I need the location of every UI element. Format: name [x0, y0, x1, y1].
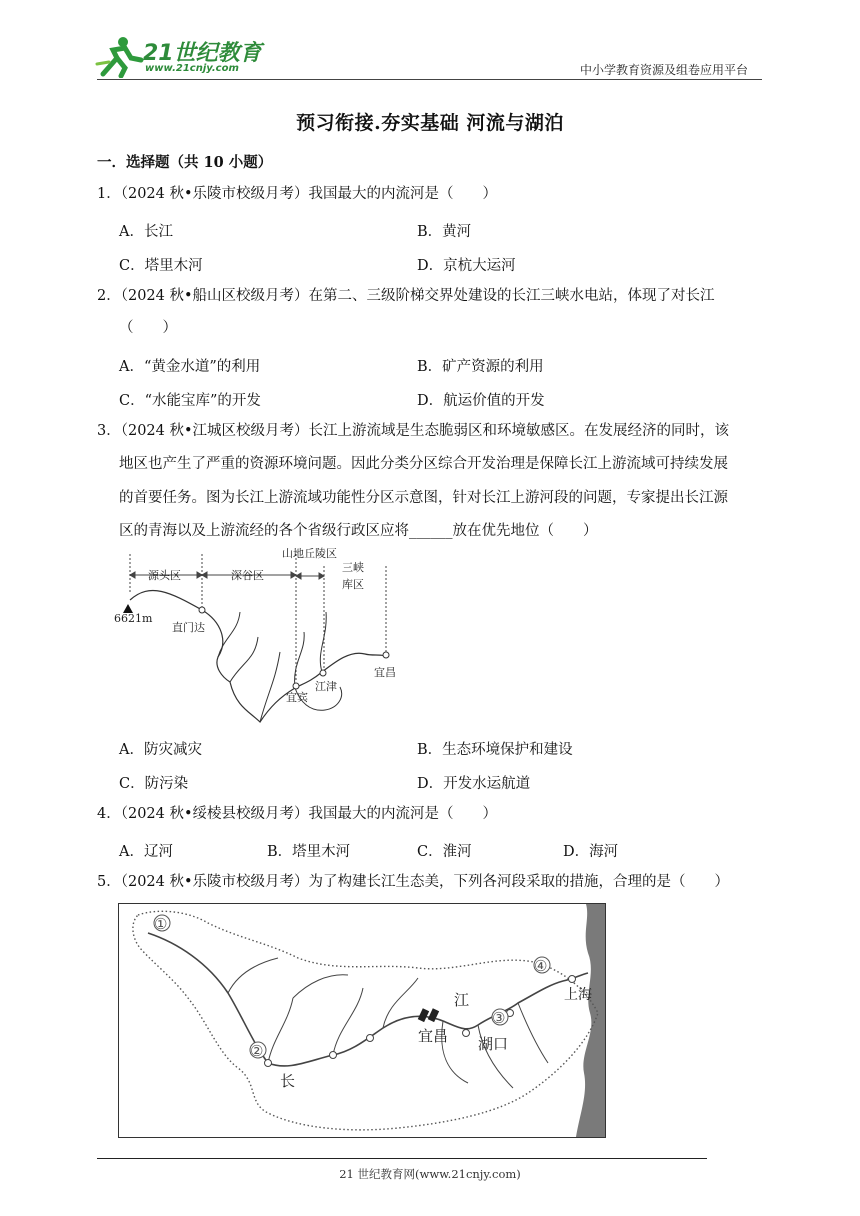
marker-2-label: ② [250, 1042, 264, 1060]
peak-elevation-label: 6621m [114, 612, 153, 625]
zone-hill-label: 山地丘陵区 [282, 547, 337, 560]
zone-gorge-reservoir-label-2: 库区 [342, 578, 364, 591]
q2-option-d: D．航运价值的开发 [417, 393, 545, 409]
q3-option-a: A．防灾减灾 [119, 742, 202, 758]
section-heading: 一．选择题（共 10 小题） [97, 154, 273, 171]
upper-yangtze-zone-diagram [110, 542, 410, 732]
question-5 [97, 865, 729, 899]
question-text: （2024 秋•绥棱县校级月考）我国最大的内流河是（ ） [120, 806, 498, 822]
question-3-line-3: 的首要任务。图为长江上游流域功能性分区示意图，针对长江上游河段的问题，专家提出长江源 [119, 490, 728, 506]
zone-gorge-label: 深谷区 [231, 569, 264, 582]
q2-option-a: A．“黄金水道”的利用 [119, 359, 261, 375]
question-2-line-2: （ ） [119, 320, 177, 336]
page-title: 预习衔接.夯实基础 河流与湖泊 [296, 112, 564, 134]
q1-option-b: B．黄河 [417, 224, 472, 240]
question-1 [97, 177, 497, 211]
q1-option-c: C．塔里木河 [119, 258, 203, 274]
city-yichang-label: 宜昌 [374, 666, 396, 679]
q4-option-b: B．塔里木河 [267, 844, 351, 860]
question-text: （2024 秋•乐陵市校级月考）我国最大的内流河是（ ） [120, 186, 498, 202]
footer-divider [97, 1158, 707, 1159]
question-text: （2024 秋•江城区校级月考）长江上游流域是生态脆弱区和环境敏感区。在发展经济的同时，该 [120, 423, 730, 439]
logo-main-text: 21世纪教育 [143, 41, 262, 66]
q1-option-d: D．京杭大运河 [417, 258, 516, 274]
question-3-line-1 [97, 414, 729, 448]
city-hukou-label: 湖口 [478, 1035, 509, 1053]
city-yichang-label: 宜昌 [418, 1027, 449, 1045]
river-main [130, 591, 386, 722]
question-text: （2024 秋•乐陵市校级月考）为了构建长江生态美，下列各河段采取的措施，合理的是（ ） [120, 874, 730, 890]
q4-option-c: C．淮河 [417, 844, 472, 860]
q4-option-a: A．辽河 [119, 844, 173, 860]
question-number: 2． [97, 288, 121, 304]
header-divider [97, 79, 762, 80]
logo-url-text: www.21cnjy.com [145, 63, 239, 74]
city-jiangjin-label: 江津 [315, 680, 337, 693]
question-3-line-4: 区的青海以及上游流经的各个省级行政区应将______放在优先地位（ ） [119, 523, 598, 539]
marker-4-label: ④ [534, 957, 548, 975]
runner-logo-icon [95, 34, 145, 78]
question-3-line-2: 地区也产生了严重的资源环境问题。因此分类分区综合开发治理是保障长江上游流域可持续发展 [119, 456, 728, 472]
zone-source-label: 源头区 [148, 569, 181, 582]
zone-gorge-reservoir-label-1: 三峡 [342, 561, 364, 574]
q2-option-c: C．“水能宝库”的开发 [119, 393, 261, 409]
city-shanghai-label: 上海 [564, 987, 592, 1003]
q3-option-d: D．开发水运航道 [417, 776, 531, 792]
q3-option-b: B．生态环境保护和建设 [417, 742, 573, 758]
city-yibin-label: 宜宾 [286, 691, 308, 704]
marker-1-label: ① [154, 915, 168, 933]
yangtze-basin-map [118, 903, 606, 1139]
footer-text: 21 世纪教育网(www.21cnjy.com) [339, 1167, 521, 1181]
question-number: 3． [97, 423, 121, 439]
question-number: 1． [97, 186, 121, 202]
header-logo [95, 34, 265, 80]
question-2-line-1 [97, 279, 715, 313]
city-zhimenda-label: 直门达 [172, 621, 205, 634]
marker-3-label: ③ [492, 1009, 506, 1027]
q1-option-a: A．长江 [119, 224, 173, 240]
river-name-chang-label: 长 [280, 1072, 296, 1090]
question-text: （2024 秋•船山区校级月考）在第二、三级阶梯交界处建设的长江三峡水电站，体现了对长江 [120, 288, 715, 304]
question-number: 5． [97, 874, 121, 890]
question-4 [97, 797, 497, 831]
q2-option-b: B．矿产资源的利用 [417, 359, 544, 375]
question-number: 4． [97, 806, 121, 822]
river-name-jiang-label: 江 [454, 991, 470, 1009]
header-right-text: 中小学教育资源及组卷应用平台 [580, 63, 749, 77]
q3-option-c: C．防污染 [119, 776, 189, 792]
q4-option-d: D．海河 [563, 844, 619, 860]
